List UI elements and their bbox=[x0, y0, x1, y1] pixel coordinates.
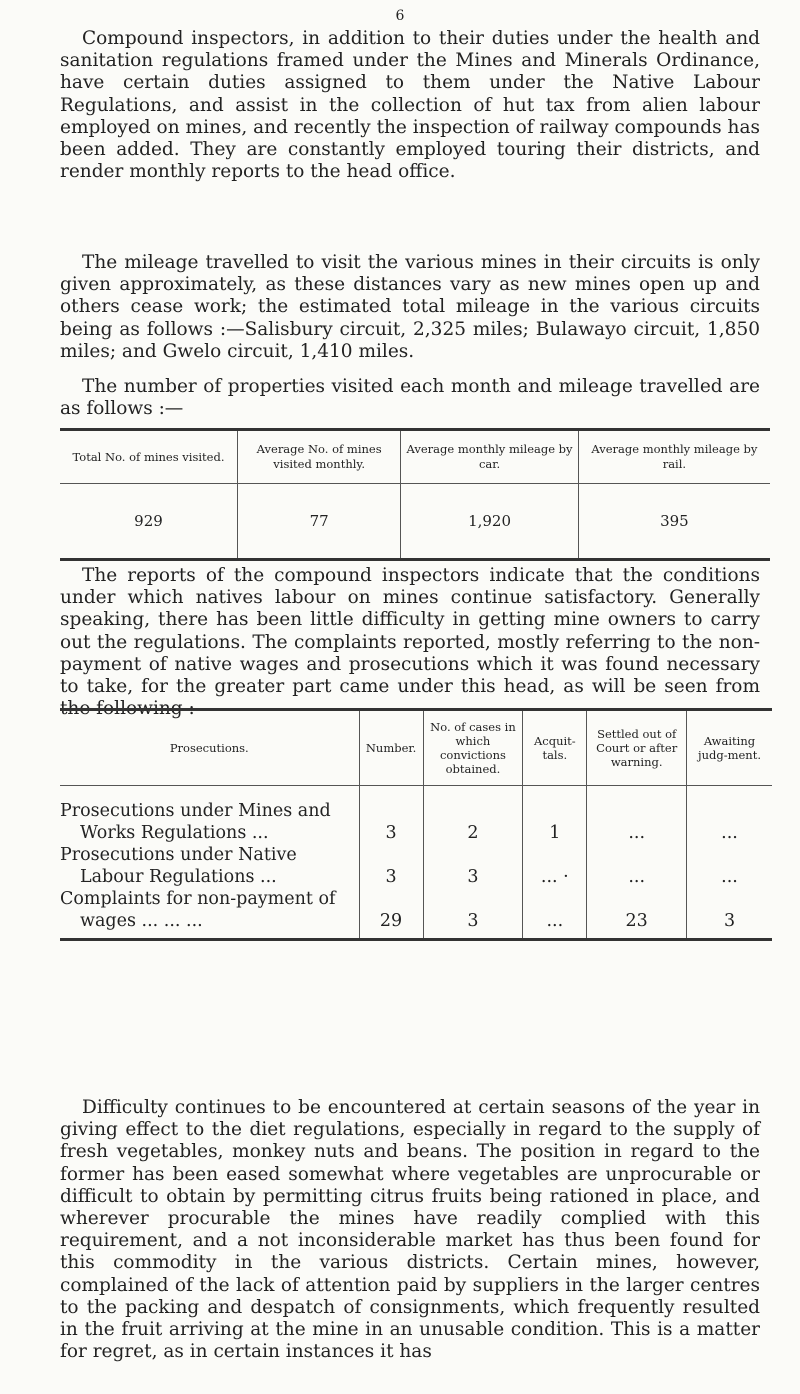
row-label bbox=[60, 888, 359, 940]
row-label bbox=[60, 844, 359, 888]
row-label-line1: Prosecutions under Native bbox=[60, 845, 297, 865]
cell-convictions: 3 bbox=[423, 844, 523, 888]
cell-number: 3 bbox=[359, 844, 423, 888]
cell-awaiting: ... bbox=[687, 786, 772, 845]
paragraph-mileage: The mileage travelled to visit the various mines in their circuits is only given approximately, as these distances vary as new mines open up and others cease work; the estimated total mileage in the various circuits being as follows :—Salisbury circuit, 2,325 miles; Bulawayo circuit, 1,850 miles; and Gwelo circuit, 1,410 miles. bbox=[60, 252, 760, 362]
value-total-mines: 929 bbox=[134, 512, 163, 530]
cell-convictions: 3 bbox=[423, 888, 523, 940]
cell-number: 29 bbox=[359, 888, 423, 940]
header-mileage-car: Average monthly mileage by car. bbox=[401, 430, 579, 484]
cell-awaiting: ... bbox=[687, 844, 772, 888]
row-label-line1: Prosecutions under Mines and bbox=[60, 801, 331, 821]
header-settled: Settled out of Court or after warning. bbox=[587, 710, 687, 786]
row-label-line2: wages ... ... ... bbox=[80, 911, 203, 931]
row-label-line1: Complaints for non-payment of bbox=[60, 889, 336, 909]
header-awaiting: Awaiting judg-ment. bbox=[687, 710, 772, 786]
paragraph-diet-regulations: Difficulty continues to be encountered at certain seasons of the year in giving effect to the diet regulations, especially in regard to the supply of fresh vegetables, monkey nuts and beans. The position in regard to the former has been eased somewhat where vegetables are unprocurable or difficult to obtain by permitting citrus fruits being rationed in place, and wherever procurable the mines have readily complied with this requirement, and a not inconsiderable market has thus been found for this commodity in the various districts. Certain mines, however, complained of the lack of attention paid by suppliers in the larger centres to the packing and despatch of consignments, which frequently resulted in the fruit arriving at the mine in an unusable condition. This is a matter for regret, as in certain instances it has bbox=[60, 1097, 760, 1363]
table-row bbox=[60, 786, 772, 845]
page-number: 6 bbox=[395, 8, 405, 24]
paragraph-properties-visited: The number of properties visited each month and mileage travelled are as follows :— bbox=[60, 376, 760, 420]
cell-settled: ... bbox=[587, 844, 687, 888]
header-acquittals: Acquit-tals. bbox=[523, 710, 587, 786]
visits-table-row bbox=[60, 484, 770, 560]
cell-acquittals: ... · bbox=[523, 844, 587, 888]
row-label bbox=[60, 786, 359, 845]
paragraph-reports: The reports of the compound inspectors indicate that the conditions under which natives labour on mines continue satisfactory. Generally speaking, there has been little difficulty in getting mine owners to carry out the regulations. The complaints reported, mostly referring to the non-payment of native wages and prosecutions which it was found necessary to take, for the greater part came under this head, as will be seen from the following :— bbox=[60, 565, 760, 720]
cell-convictions: 2 bbox=[423, 786, 523, 845]
header-average-mines: Average No. of mines visited monthly. bbox=[238, 430, 401, 484]
cell-settled: 23 bbox=[587, 888, 687, 940]
cell-acquittals: 1 bbox=[523, 786, 587, 845]
prosecutions-table-header bbox=[60, 710, 772, 786]
table-row bbox=[60, 888, 772, 940]
paragraph-compound-inspectors: Compound inspectors, in addition to their duties under the health and sanitation regulations framed under the Mines and Minerals Ordinance, have certain duties assigned to them under the Native Labour Regulations, and assist in the collection of hut tax from alien labour employed on mines, and recently the inspection of railway compounds has been added. They are constantly employed touring their districts, and render monthly reports to the head office. bbox=[60, 28, 760, 183]
value-average-mines: 77 bbox=[238, 484, 401, 560]
row-label-line2: Works Regulations ... bbox=[80, 823, 269, 843]
prosecutions-table bbox=[60, 708, 772, 941]
header-total-mines: Total No. of mines visited. bbox=[60, 430, 238, 484]
table-row bbox=[60, 844, 772, 888]
cell-awaiting: 3 bbox=[687, 888, 772, 940]
header-mileage-rail: Average monthly mileage by rail. bbox=[578, 430, 770, 484]
visits-table bbox=[60, 428, 770, 561]
cell-number: 3 bbox=[359, 786, 423, 845]
header-number: Number. bbox=[359, 710, 423, 786]
visits-table-header bbox=[60, 430, 770, 484]
row-label-line2: Labour Regulations ... bbox=[80, 867, 277, 887]
cell-settled: ... bbox=[587, 786, 687, 845]
value-mileage-rail: 395 bbox=[578, 484, 770, 560]
value-mileage-car: 1,920 bbox=[401, 484, 579, 560]
cell-acquittals: ... bbox=[523, 888, 587, 940]
header-convictions: No. of cases in which convictions obtained. bbox=[423, 710, 523, 786]
header-prosecutions: Prosecutions. bbox=[60, 710, 359, 786]
